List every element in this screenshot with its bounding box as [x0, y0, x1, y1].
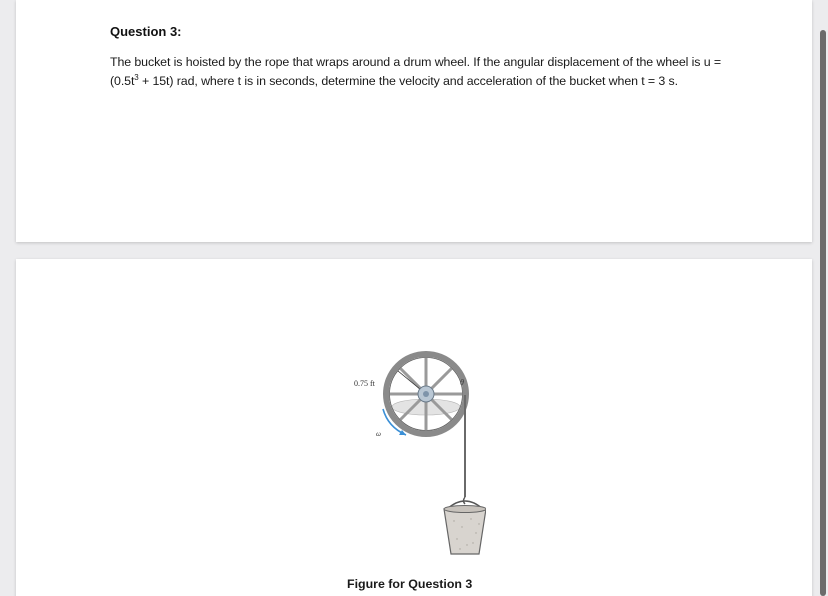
bucket-rim	[444, 506, 486, 513]
question-exponent: 3	[134, 72, 139, 82]
bucket	[444, 509, 486, 554]
hub-center	[423, 391, 429, 397]
vertical-scrollbar[interactable]	[820, 30, 826, 596]
question-body	[110, 53, 730, 91]
radius-label: 0.75 ft	[354, 379, 375, 388]
question-title: Question 3:	[110, 24, 182, 39]
figure-caption: Figure for Question 3	[347, 577, 473, 591]
document-page-1	[16, 0, 812, 242]
document-page-2	[16, 259, 812, 596]
omega-label: ω	[376, 430, 381, 438]
question-text-part-2: + 15t) rad, where t is in seconds, determine the velocity and acceleration of the bucket when t = 3 s.	[138, 74, 678, 88]
theta-label: θ	[460, 378, 464, 387]
drum-wheel-bucket-figure	[336, 349, 486, 564]
question-text-part-1: The bucket is hoisted by the rope that wraps around a drum wheel. If the angular displacement of the wheel is u = (0.5t	[110, 55, 722, 88]
